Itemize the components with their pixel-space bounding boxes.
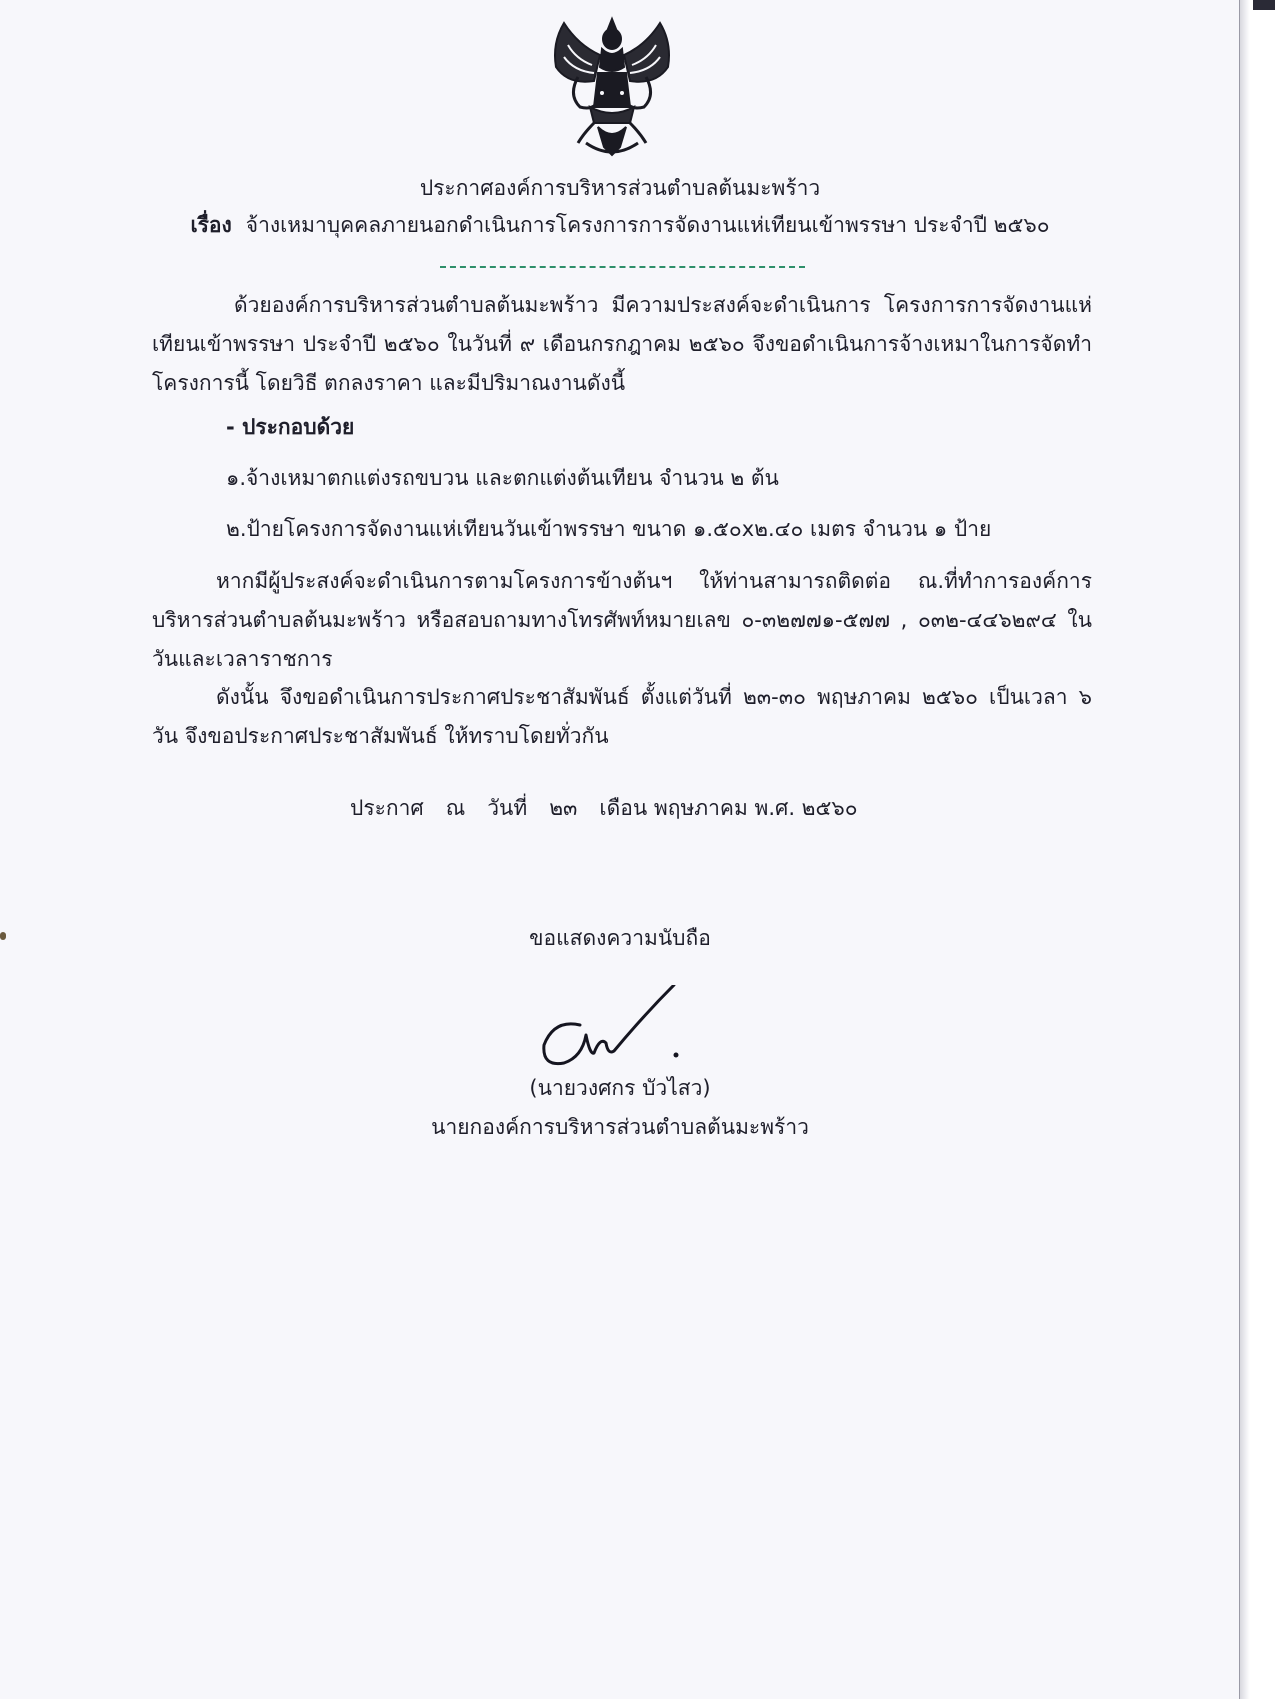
divider-line <box>440 266 805 268</box>
section-heading: - ประกอบด้วย <box>226 415 355 439</box>
announcement-date <box>350 794 880 822</box>
signer-position: นายกองค์การบริหารส่วนตำบลต้นมะพร้าว <box>431 1115 809 1139</box>
date-day: ๒๓ <box>549 796 578 820</box>
scan-speck <box>0 932 6 940</box>
subject-text: จ้างเหมาบุคคลภายนอกดำเนินการโครงการการจัดงานแห่เทียนเข้าพรรษา ประจำปี ๒๕๖๐ <box>245 213 1050 237</box>
scan-corner-mark <box>1253 0 1275 10</box>
paragraph-contact: หากมีผู้ประสงค์จะดำเนินการตามโครงการข้างต้นฯ ให้ท่านสามารถติดต่อ ณ.ที่ทำการองค์การบริหารส่วนตำบลต้นมะพร้าว หรือสอบถามทางโทรศัพท์หมายเลข ๐-๓๒๗๗๑-๕๗๗ , ๐๓๒-๔๔๖๒๙๔ ในวันและเวลาราชการ <box>152 569 1092 671</box>
date-announce-label: ประกาศ <box>350 796 424 820</box>
signer-name: (นายวงศกร บัวไสว) <box>529 1076 711 1100</box>
handwritten-signature <box>534 985 714 1077</box>
paragraph-intro: ด้วยองค์การบริหารส่วนตำบลต้นมะพร้าว มีความประสงค์จะดำเนินการ โครงการการจัดงานแห่เทียนเข้าพรรษา ประจำปี ๒๕๖๐ ในวันที่ ๙ เดือนกรกฎาคม ๒๕๖๐ จึงขอดำเนินการจ้างเหมาในการจัดทำโครงการนี้ โดยวิธี ตกลงราคา และมีปริมาณงานดังนี้ <box>152 293 1092 395</box>
paragraph-publicity: ดังนั้น จึงขอดำเนินการประกาศประชาสัมพันธ์ ตั้งแต่วันที่ ๒๓-๓๐ พฤษภาคม ๒๕๖๐ เป็นเวลา ๖ วัน จึงขอประกาศประชาสัมพันธ์ ให้ทราบโดยทั่วกัน <box>152 685 1092 748</box>
garuda-emblem <box>538 15 686 161</box>
announcement-heading: ประกาศองค์การบริหารส่วนตำบลต้นมะพร้าว <box>419 176 821 200</box>
subject-label: เรื่อง <box>190 213 232 237</box>
scan-edge <box>1240 0 1275 1699</box>
page-edge-line <box>1239 0 1240 1699</box>
subject-line <box>150 211 1090 239</box>
list-item: ๑.จ้างเหมาตกแต่งรถขบวน และตกแต่งต้นเทียน จำนวน ๒ ต้น <box>226 466 779 490</box>
closing-phrase: ขอแสดงความนับถือ <box>529 926 711 950</box>
date-day-label: วันที่ <box>487 796 528 820</box>
list-item: ๒.ป้ายโครงการจัดงานแห่เทียนวันเข้าพรรษา ขนาด ๑.๕๐x๒.๔๐ เมตร จำนวน ๑ ป้าย <box>226 517 992 541</box>
date-at-label: ณ <box>445 796 466 820</box>
date-month-year: เดือน พฤษภาคม พ.ศ. ๒๕๖๐ <box>599 796 858 820</box>
